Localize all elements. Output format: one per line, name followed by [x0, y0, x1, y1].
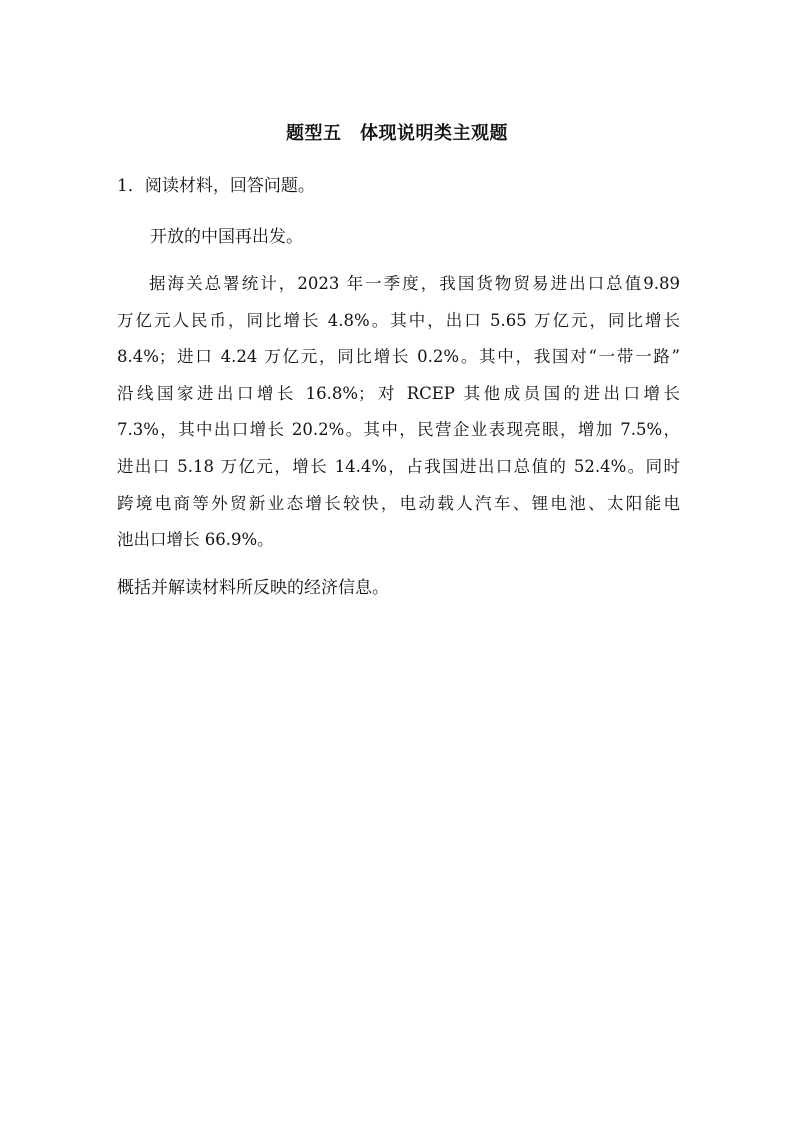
material-line: 8.4%；进口 4.24 万亿元，同比增长 0.2%。其中，我国对“一带一路”	[117, 347, 680, 367]
section-title: 题型五 体现说明类主观题	[286, 123, 508, 144]
material-lead: 开放的中国再出发。	[150, 227, 303, 247]
material-paragraph	[117, 272, 680, 565]
material-line: 7.3%，其中出口增长 20.2%。其中，民营企业表现亮眼，增加 7.5%，	[117, 420, 680, 440]
material-line: 进出口 5.18 万亿元，增长 14.4%，占我国进出口总值的 52.4%。同时	[117, 456, 680, 476]
material-line: 据海关总署统计，2023 年一季度，我国货物贸易进出口总值9.89	[149, 274, 680, 293]
material-line: 池出口增长 66.9%。	[117, 530, 274, 550]
question-prompt: 概括并解读材料所反映的经济信息。	[117, 578, 389, 598]
material-line: 万亿元人民币，同比增长 4.8%。其中，出口 5.65 万亿元，同比增长	[117, 310, 680, 330]
question-line: 1．阅读材料，回答问题。	[117, 176, 315, 196]
material-line: 沿线国家进出口增长 16.8%；对 RCEP 其他成员国的进出口增长	[117, 383, 680, 403]
material-line: 跨境电商等外贸新业态增长较快，电动载人汽车、锂电池、太阳能电	[117, 493, 680, 513]
